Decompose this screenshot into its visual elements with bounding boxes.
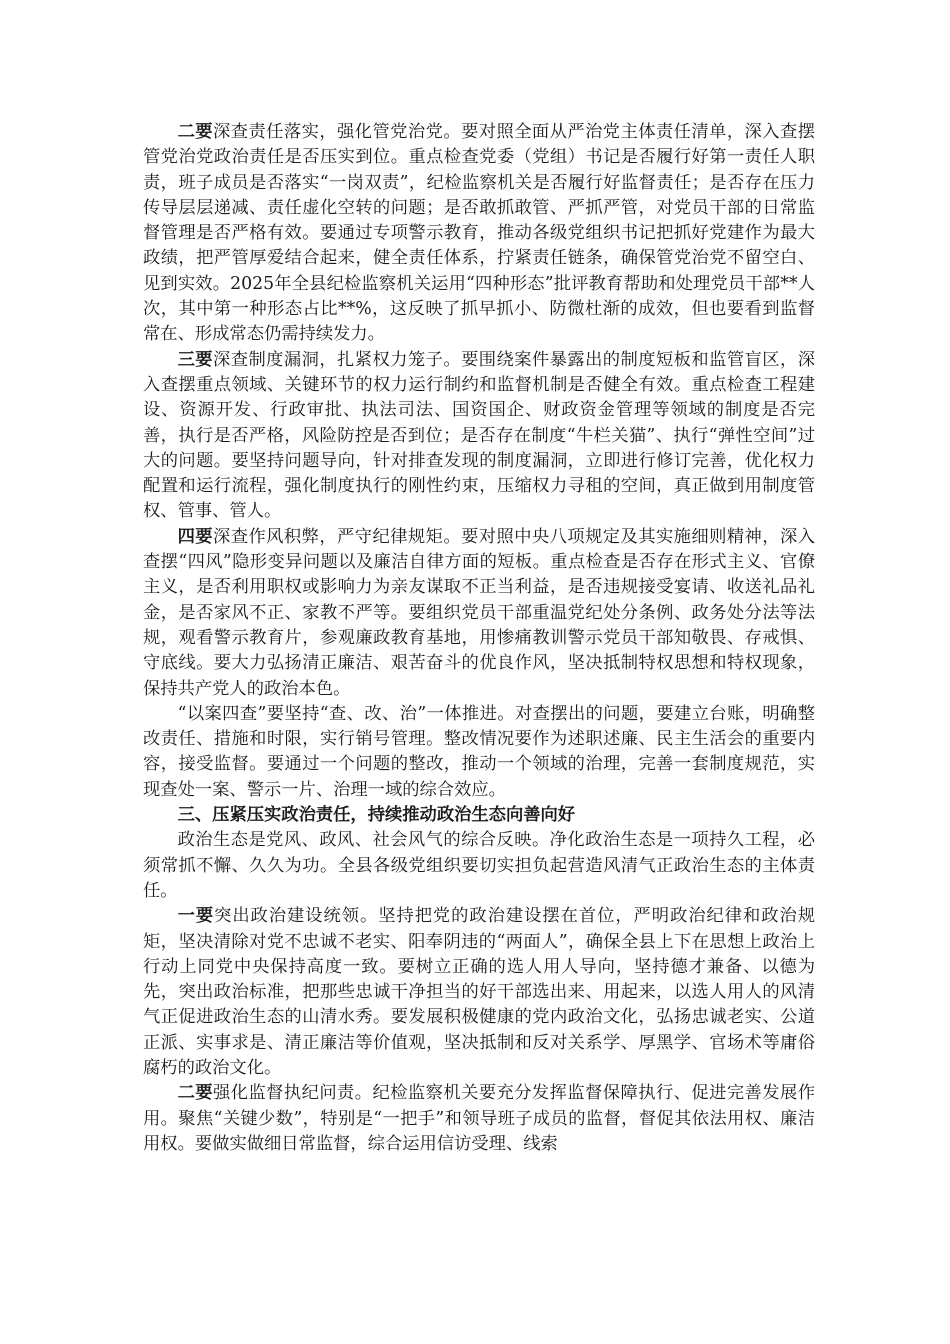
point-lead: 一要 <box>177 906 215 927</box>
paragraph-integrated-rectification <box>143 702 815 803</box>
paragraph-work-style <box>143 525 815 702</box>
paragraph-text: 强化监督执纪问责。纪检监察机关要充分发挥监督保障执行、促进完善发展作用。聚焦“关键少数”，特别是“一把手”和领导班子成员的监督，督促其依法用权、廉洁用权。要做实做细日常监督，综合运用信访受理、线索 <box>143 1083 815 1154</box>
paragraph-text: 深查制度漏洞，扎紧权力笼子。要围绕案件暴露出的制度短板和监管盲区，深入查摆重点领域、关键环节的权力运行制约和监督机制是否健全有效。重点检查工程建设、资源开发、行政审批、执法司法、国资国企、财政资金管理等领域的制度是否完善，执行是否严格，风险防控是否到位；是否存在制度“牛栏关猫”、执行“弹性空间”过大的问题。要坚持问题导向，针对排查发现的制度漏洞，立即进行修订完善，优化权力配置和运行流程，强化制度执行的刚性约束，压缩权力寻租的空间，真正做到用制度管权、管事、管人。 <box>143 349 815 522</box>
paragraph-text: 突出政治建设统领。坚持把党的政治建设摆在首位，严明政治纪律和政治规矩，坚决清除对党不忠诚不老实、阳奉阴违的“两面人”，确保全县上下在思想上政治上行动上同党中央保持高度一致。要树立正确的选人用人导向，坚持德才兼备、以德为先，突出政治标准，把那些忠诚干净担当的好干部选出来、用起来，以选人用人的风清气正促进政治生态的山清水秀。要发展积极健康的党内政治文化，弘扬忠诚老实、公道正派、实事求是、清正廉洁等价值观，坚决抵制和反对关系学、厚黑学、官场术等庸俗腐朽的政治文化。 <box>143 906 815 1078</box>
paragraph-political-ecology <box>143 828 815 904</box>
document-page <box>143 120 815 1157</box>
paragraph-text: “以案四查”要坚持“查、改、治”一体推进。对查摆出的问题，要建立台账，明确整改责任、措施和时限，实行销号管理。整改情况要作为述职述廉、民主生活会的重要内容，接受监督。要通过一个问题的整改，推动一个领域的治理，完善一套制度规范，实现查处一案、警示一片、治理一域的综合效应。 <box>143 703 815 800</box>
paragraph-text: 深查责任落实，强化管党治党。要对照全面从严治党主体责任清单，深入查摆管党治党政治责任是否压实到位。重点检查党委（党组）书记是否履行好第一责任人职责，班子成员是否落实“一岗双责”，纪检监察机关是否履行好监督责任；是否存在压力传导层层递减、责任虚化空转的问题；是否敢抓敢管、严抓严管，对党员干部的日常监督管理是否严格有效。要通过专项警示教育，推动各级党组织书记把抓好党建作为最大政绩，把严管厚爱结合起来，健全责任体系，拧紧责任链条，确保管党治党不留空白、见到实效。2025年全县纪检监察机关运用“四种形态”批评教育帮助和处理党员干部**人次，其中第一种形态占比**%，这反映了抓早抓小、防微杜渐的成效，但也要看到监督常在、形成常态仍需持续发力。 <box>143 122 815 345</box>
paragraph-duty-implementation <box>143 120 815 348</box>
point-lead: 四要 <box>177 526 214 547</box>
point-lead: 二要 <box>177 122 214 142</box>
paragraph-political-building <box>143 904 815 1081</box>
point-lead: 三要 <box>177 349 214 370</box>
paragraph-text: 深查作风积弊，严守纪律规矩。要对照中央八项规定及其实施细则精神，深入查摆“四风”隐形变异问题以及廉洁自律方面的短板。重点检查是否存在形式主义、官僚主义，是否利用职权或影响力为亲友谋取不正当利益，是否违规接受宴请、收送礼品礼金，是否家风不正、家教不严等。要组织党员干部重温党纪处分条例、政务处分法等法规，观看警示教育片，参观廉政教育基地，用惨痛教训警示党员干部知敬畏、存戒惧、守底线。要大力弘扬清正廉洁、艰苦奋斗的优良作风，坚决抵制特权思想和特权现象，保持共产党人的政治本色。 <box>143 526 815 699</box>
paragraph-supervision <box>143 1081 815 1157</box>
paragraph-text: 政治生态是党风、政风、社会风气的综合反映。净化政治生态是一项持久工程，必须常抓不懈、久久为功。全县各级党组织要切实担负起营造风清气正政治生态的主体责任。 <box>143 830 815 901</box>
section-heading: 三、压紧压实政治责任，持续推动政治生态向善向好 <box>177 805 576 826</box>
paragraph-system-loopholes <box>143 348 815 525</box>
point-lead: 二要 <box>177 1083 214 1104</box>
